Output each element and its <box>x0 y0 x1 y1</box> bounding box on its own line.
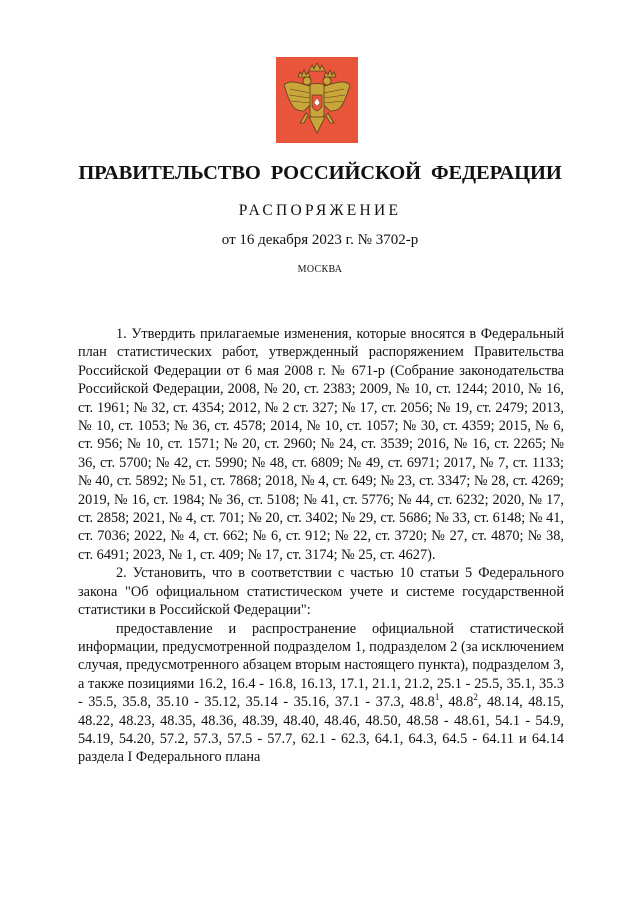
russian-coat-of-arms-icon <box>276 57 358 143</box>
document-type: РАСПОРЯЖЕНИЕ <box>238 202 402 219</box>
paragraph-2: 2. Установить, что в соответствии с частью 10 статьи 5 Федерального закона "Об официальном статистическом учете и системе государственной статистики в Российской Федерации": <box>78 565 564 619</box>
superscript-2: 2 <box>473 692 478 703</box>
paragraph-3 <box>78 620 564 767</box>
government-title: ПРАВИТЕЛЬСТВО РОССИЙСКОЙ ФЕДЕРАЦИИ <box>78 162 562 184</box>
document-city: МОСКВА <box>297 264 343 275</box>
paragraph-3-start: предоставление и распространение официальной статистической информации, предусмотренной подразделом 1, подразделом 2 (за исключением случая, предусмотренного абзацем вторым настоящего пункта), подразделом 3, а также позициями 16.2, 16.4 - 16.8, 16.13, 17.1, 21.1, 21.2, 25.1 - 25.5, 35.1, 35.3 - 35.5, 35.8, 35.10 - 35.12, 35.14 - 35.16, 37.1 - 37.3, 48.8 <box>78 620 564 711</box>
superscript-1: 1 <box>434 692 440 703</box>
document-body <box>78 325 564 767</box>
paragraph-3-middle: , 48.8 <box>439 694 474 711</box>
paragraph-1: 1. Утвердить прилагаемые изменения, которые вносятся в Федеральный план статистических работ, утвержденный распоряжением Правительства Российской Федерации от 6 мая 2008 г. № 671-р (Собрание законодательства Российской Федерации, 2008, № 20, ст. 2383; 2009, № 10, ст. 1244; 2010, № 16, ст. 1961; № 32, ст. 4354; 2012, № 2 ст. 327; № 17, ст. 2056; № 19, ст. 2479; 2013, № 10, ст. 1053; № 36, ст. 4578; 2014, № 10, ст. 1057; № 30, ст. 4359; 2015, № 6, ст. 956; № 10, ст. 1571; № 20, ст. 2960; № 24, ст. 3539; 2016, № 16, ст. 2265; № 36, ст. 5700; № 42, ст. 5990; № 48, ст. 6809; № 49, ст. 6971; 2017, № 7, ст. 1133; № 40, ст. 5892; № 51, ст. 7868; 2018, № 4, ст. 649; № 23, ст. 3347; № 28, ст. 4269; 2019, № 16, ст. 1984; № 36, ст. 5108; № 41, ст. 5776; № 44, ст. 6232; 2020, № 17, ст. 2858; 2021, № 4, ст. 701; № 20, ст. 3402; № 29, ст. 5686; № 33, ст. 6148; № 41, ст. 7036; 2022, № 4, ст. 662; № 6, ст. 912; № 22, ст. 3720; № 27, ст. 4870; № 38, ст. 6491; 2023, № 1, ст. 409; № 17, ст. 3174; № 25, ст. 4627). <box>78 326 564 563</box>
paragraph-3-end: , 48.14, 48.15, 48.22, 48.23, 48.35, 48.36, 48.39, 48.40, 48.46, 48.50, 48.58 - 48.61, 54.1 - 54.9, 54.19, 54.20, 57.2, 57.3, 57.5 - 57.7, 62.1 - 62.3, 64.1, 64.3, 64.5 - 64.11 и 64.14 раздела I Федерального плана <box>78 694 564 766</box>
document-date-number: от 16 декабря 2023 г. № 3702-р <box>221 232 419 248</box>
